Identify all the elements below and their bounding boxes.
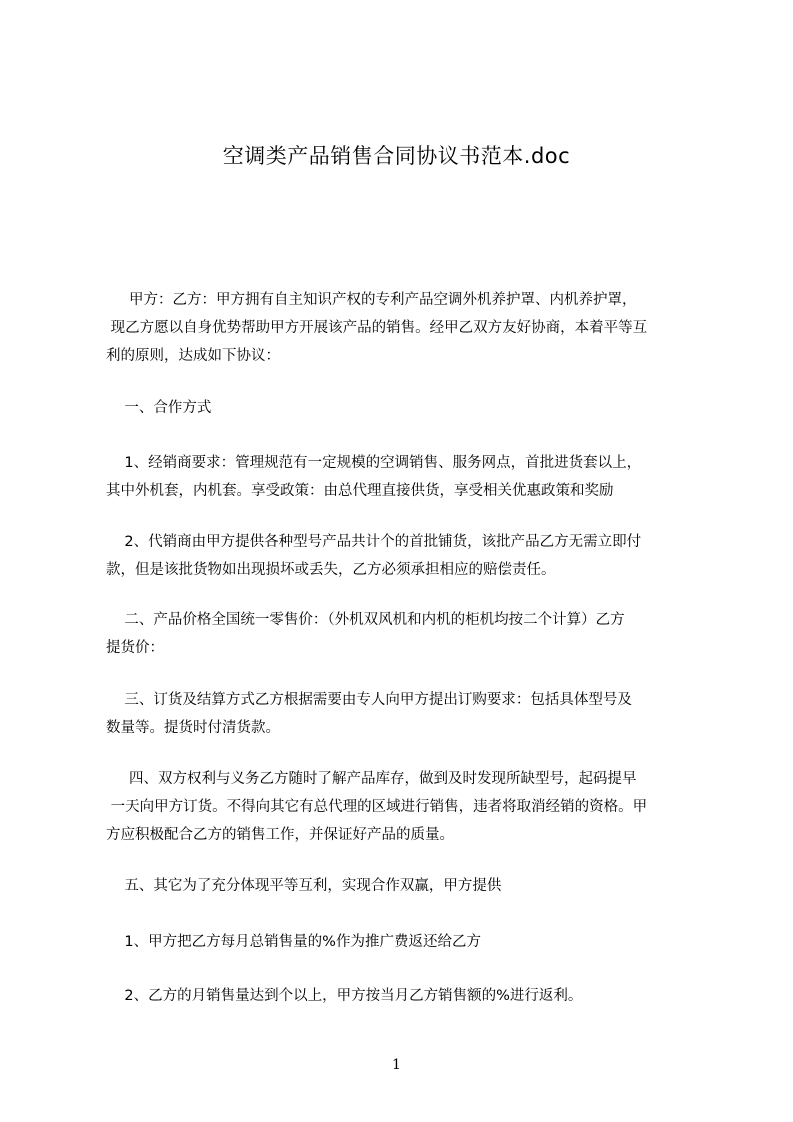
- text-line: 2、代销商由甲方提供各种型号产品共计个的首批铺货，该批产品乙方无需立即付: [106, 534, 642, 550]
- document-title: 空调类产品销售合同协议书范本.doc: [222, 144, 571, 168]
- text-line: 其中外机套，内机套。享受政策：由总代理直接供货，享受相关优惠政策和奖励: [106, 483, 614, 499]
- text-line: 一天向甲方订货。不得向其它有总代理的区域进行销售，违者将取消经销的资格。甲: [106, 799, 648, 815]
- intro-paragraph: [106, 286, 706, 370]
- clause-promotion-fee: [106, 928, 706, 956]
- clause-rebate: [106, 982, 706, 1010]
- section-heading-other: [106, 872, 706, 900]
- section-heading-pricing: [106, 606, 706, 662]
- text-line: 一、合作方式: [106, 400, 212, 416]
- page-number: 1: [392, 1057, 401, 1073]
- section-heading-rights: [106, 765, 706, 849]
- text-line: 款，但是该批货物如出现损坏或丢失，乙方必须承担相应的赔偿责任。: [106, 562, 556, 578]
- text-line: 1、经销商要求：管理规范有一定规模的空调销售、服务网点，首批进货套以上，: [106, 455, 642, 471]
- text-line: 三、订货及结算方式乙方根据需要由专人向甲方提出订购要求：包括具体型号及: [106, 692, 632, 708]
- clause-consignment: [106, 528, 706, 584]
- text-line: 提货价：: [106, 640, 164, 656]
- text-line: 五、其它为了充分体现平等互利，实现合作双赢，甲方提供: [106, 878, 502, 894]
- text-line: 数量等。提货时付清货款。: [106, 720, 280, 736]
- text-line: 利的原则，达成如下协议：: [106, 348, 280, 364]
- section-heading-ordering: [106, 686, 706, 742]
- text-line: 四、双方权利与义务乙方随时了解产品库存，做到及时发现所缺型号，起码提早: [106, 771, 637, 787]
- text-line: 二、产品价格全国统一零售价：（外机双风机和内机的柜机均按二个计算）乙方: [106, 612, 625, 628]
- clause-dealer-requirements: [106, 449, 706, 505]
- text-line: 1、甲方把乙方每月总销售量的%作为推广费返还给乙方: [106, 934, 481, 950]
- section-heading-cooperation: [106, 394, 706, 422]
- text-line: 2、乙方的月销售量达到个以上，甲方按当月乙方销售额的%进行返利。: [106, 988, 583, 1004]
- text-line: 现乙方愿以自身优势帮助甲方开展该产品的销售。经甲乙双方友好协商，本着平等互: [106, 320, 648, 336]
- text-line: 方应积极配合乙方的销售工作，并保证好产品的质量。: [106, 827, 454, 843]
- text-line: 甲方：乙方：甲方拥有自主知识产权的专利产品空调外机养护罩、内机养护罩，: [106, 292, 637, 308]
